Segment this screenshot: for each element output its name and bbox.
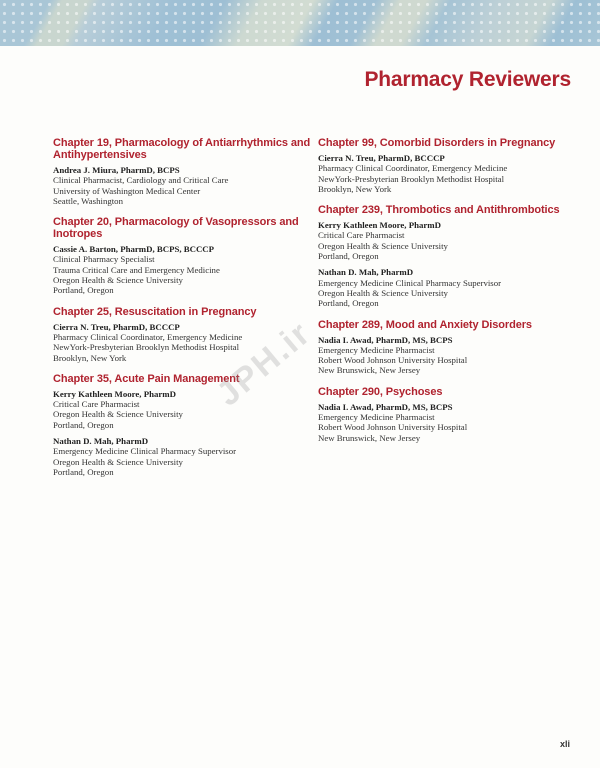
reviewer-name: Andrea J. Miura, PharmD, BCPS: [53, 165, 180, 175]
reviewer-entry: [318, 335, 580, 376]
reviewer-name: Kerry Kathleen Moore, PharmD: [53, 388, 176, 399]
page-title: Pharmacy Reviewers: [364, 68, 571, 91]
reviewer-detail: Pharmacy Clinical Coordinator, Emergency Medicine: [53, 331, 243, 342]
reviewer-detail: Emergency Medicine Clinical Pharmacy Supervisor: [53, 446, 237, 457]
reviewer-detail: Portland, Oregon: [53, 419, 114, 430]
reviewer-detail: Oregon Health & Science University: [53, 275, 183, 286]
watermark: JPH.ir: [209, 313, 319, 414]
reviewer-entry: [53, 244, 315, 295]
reviewer-detail: Portland, Oregon: [318, 251, 379, 262]
right-column: [318, 137, 580, 453]
reviewer-detail: New Brunswick, New Jersey: [318, 365, 421, 376]
reviewer-name: Nadia I. Awad, PharmD, MS, BCPS: [318, 401, 453, 412]
reviewer-detail: Brooklyn, New York: [318, 183, 392, 194]
reviewer-entry: [318, 402, 580, 443]
reviewer-entry: [318, 153, 580, 194]
reviewer-entry: [318, 220, 580, 261]
chapter-section: [53, 137, 315, 206]
chapter-heading: Chapter 35, Acute Pain Management: [53, 372, 240, 385]
reviewer-detail: Trauma Critical Care and Emergency Medicine: [53, 264, 220, 275]
reviewer-detail: Oregon Health & Science University: [318, 287, 448, 298]
reviewer-detail: Emergency Medicine Pharmacist: [318, 344, 435, 355]
reviewer-detail: Portland, Oregon: [53, 466, 114, 477]
reviewer-name: Nadia I. Awad, PharmD, MS, BCPS: [318, 334, 453, 345]
reviewer-detail: Clinical Pharmacy Specialist: [53, 254, 155, 265]
chapter-section: [318, 204, 580, 308]
chapter-section: [53, 216, 315, 295]
chapter-heading: Chapter 239, Thrombotics and Antithrombotics: [318, 204, 560, 217]
reviewer-detail: NewYork-Presbyterian Brooklyn Methodist Hospital: [53, 342, 240, 353]
chapter-heading: Chapter 99, Comorbid Disorders in Pregnancy: [318, 137, 556, 149]
chapter-heading: Chapter 289, Mood and Anxiety Disorders: [318, 318, 532, 331]
reviewer-name: Cierra N. Treu, PharmD, BCCCP: [318, 153, 445, 163]
reviewer-detail: Robert Wood Johnson University Hospital: [318, 355, 468, 366]
reviewer-entry: [53, 389, 315, 430]
reviewer-entry: [53, 165, 315, 206]
reviewer-detail: NewYork-Presbyterian Brooklyn Methodist Hospital: [318, 173, 505, 184]
reviewer-name: Kerry Kathleen Moore, PharmD: [318, 220, 441, 231]
reviewer-entry: [318, 267, 580, 308]
reviewer-name: Nathan D. Mah, PharmD: [318, 267, 414, 278]
reviewer-name: Cierra N. Treu, PharmD, BCCCP: [53, 321, 180, 332]
reviewer-detail: Critical Care Pharmacist: [53, 399, 140, 410]
reviewer-detail: Emergency Medicine Clinical Pharmacy Supervisor: [318, 277, 502, 288]
chapter-section: [318, 319, 580, 376]
chapter-section: [318, 386, 580, 443]
chapter-heading: Chapter 19, Pharmacology of Antiarrhythmics and Antihypertensives: [53, 137, 311, 161]
reviewer-name: Cassie A. Barton, PharmD, BCPS, BCCCP: [53, 244, 215, 255]
reviewer-detail: Oregon Health & Science University: [53, 409, 183, 420]
left-column: [53, 137, 315, 487]
reviewer-detail: University of Washington Medical Center: [53, 185, 201, 196]
reviewer-detail: Portland, Oregon: [53, 285, 114, 296]
reviewer-entry: [53, 436, 315, 477]
page-number: xli: [559, 739, 570, 749]
reviewer-detail: Oregon Health & Science University: [53, 456, 183, 467]
reviewer-detail: Robert Wood Johnson University Hospital: [318, 422, 468, 433]
reviewer-detail: Portland, Oregon: [318, 298, 379, 309]
chapter-heading: Chapter 20, Pharmacology of Vasopressors and Inotropes: [53, 216, 299, 241]
chapter-section: [53, 373, 315, 477]
reviewer-detail: Pharmacy Clinical Coordinator, Emergency Medicine: [318, 163, 508, 174]
reviewer-detail: Seattle, Washington: [53, 195, 123, 206]
chapter-section: [318, 137, 580, 194]
reviewer-detail: Brooklyn, New York: [53, 352, 127, 363]
chapter-heading: Chapter 290, Psychoses: [318, 385, 443, 398]
reviewer-detail: Critical Care Pharmacist: [318, 230, 405, 241]
reviewer-name: Nathan D. Mah, PharmD: [53, 436, 149, 447]
chapter-heading: Chapter 25, Resuscitation in Pregnancy: [53, 305, 257, 318]
decorative-header-band: [0, 0, 600, 46]
reviewer-detail: Emergency Medicine Pharmacist: [318, 412, 435, 423]
reviewer-detail: Clinical Pharmacist, Cardiology and Critical Care: [53, 175, 229, 186]
reviewer-detail: Oregon Health & Science University: [318, 240, 448, 251]
reviewer-detail: New Brunswick, New Jersey: [318, 432, 421, 443]
